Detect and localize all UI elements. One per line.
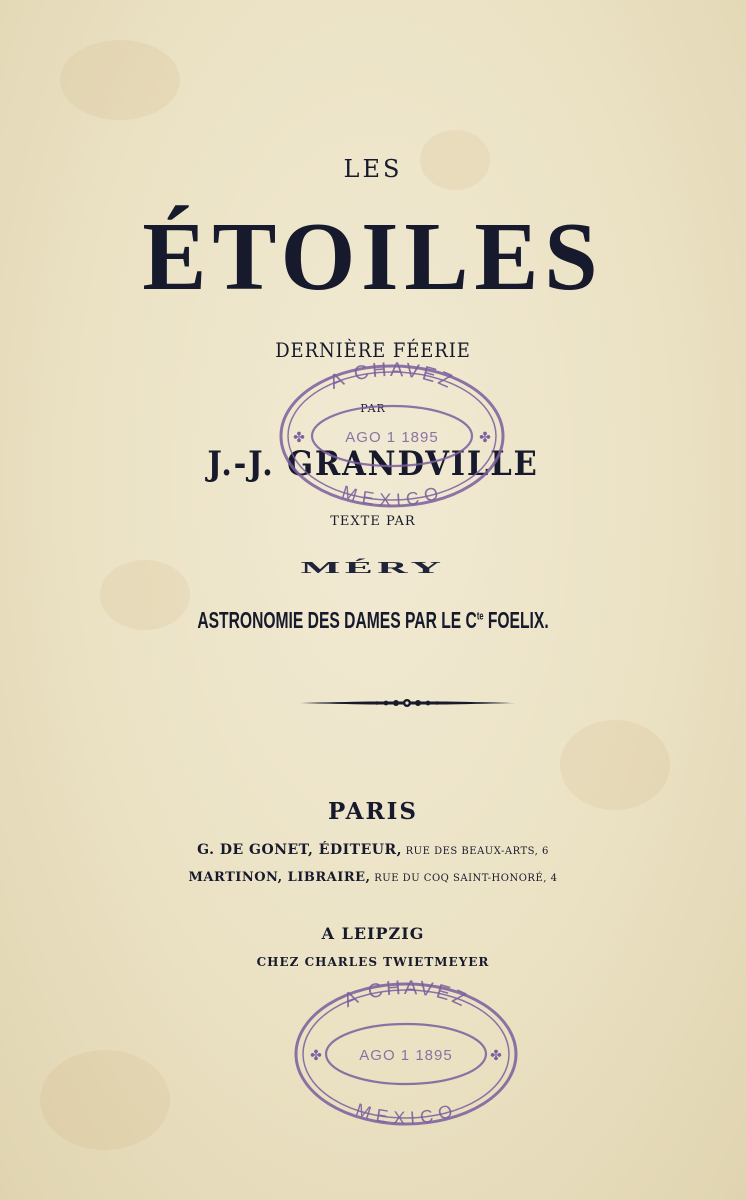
publisher-line	[0, 842, 746, 858]
bookseller-name: MARTINON, LIBRAIRE,	[188, 870, 371, 885]
book-title: ÉTOILES	[142, 203, 604, 311]
publisher-name: G. DE GONET, ÉDITEUR,	[197, 842, 402, 858]
leipzig-seller: CHEZ CHARLES TWIETMEYER	[256, 955, 490, 969]
astronomy-sup: te	[476, 610, 484, 623]
library-stamp	[292, 980, 520, 1128]
bookseller-address: RUE DU COQ SAINT-HONORÉ, 4	[370, 873, 558, 884]
astronomy-main: ASTRONOMIE DES DAMES PAR LE C	[197, 607, 477, 633]
astronomy-credit	[119, 607, 626, 634]
library-stamp	[277, 362, 507, 510]
subtitle: DERNIÈRE FÉERIE	[275, 338, 471, 362]
stamp-date: AGO 1 1895	[345, 429, 439, 446]
fleuron-icon: ✤	[490, 1048, 502, 1064]
ornament-divider	[300, 695, 515, 711]
stamp-name: A CHAVEZ	[326, 362, 458, 394]
paper-stain	[560, 720, 670, 810]
publisher-address: RUE DES BEAUX-ARTS, 6	[401, 846, 549, 857]
stamp-name: A CHAVEZ	[340, 980, 472, 1013]
text-author: MÉRY	[300, 558, 446, 578]
fleuron-icon: ✤	[310, 1048, 322, 1064]
city: PARIS	[328, 798, 418, 825]
fleuron-icon: ✤	[479, 430, 491, 446]
stamp-place: MEXICO	[353, 1099, 459, 1128]
leipzig-line: A LEIPZIG	[321, 924, 425, 943]
by-label: PAR	[360, 402, 386, 415]
fleuron-icon: ✤	[293, 430, 305, 446]
title-small: LES	[343, 155, 403, 183]
paper-stain	[60, 40, 180, 120]
author-name: J.-J. GRANDVILLE	[207, 444, 539, 484]
text-by-label: TEXTE PAR	[330, 514, 416, 529]
stamp-place: MEXICO	[339, 481, 445, 510]
paper-stain	[40, 1050, 170, 1150]
astronomy-end: FOELIX.	[483, 607, 549, 633]
stamp-date: AGO 1 1895	[359, 1047, 453, 1064]
bookseller-line	[0, 870, 746, 885]
